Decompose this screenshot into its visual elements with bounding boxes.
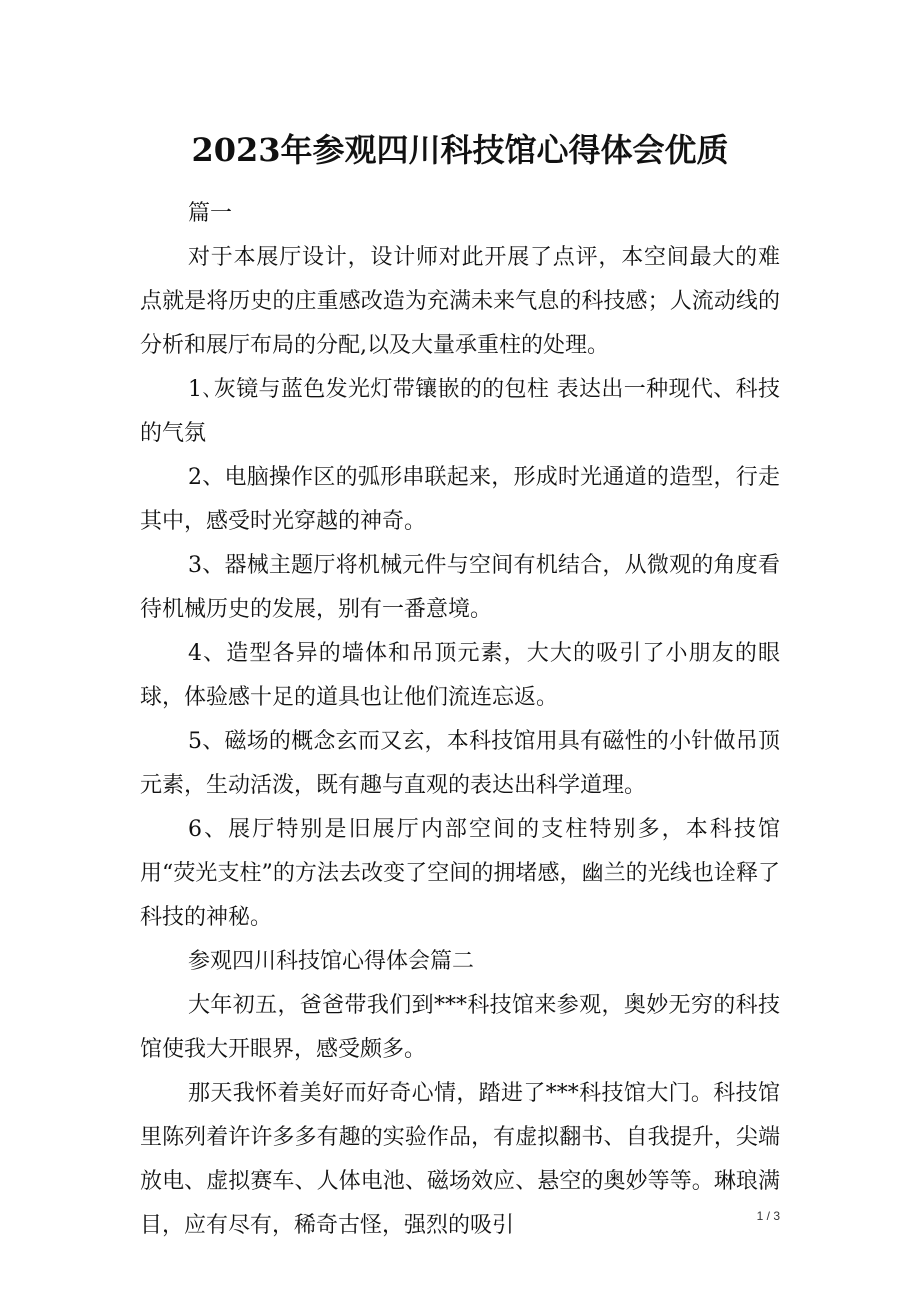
paragraph-item-4: 4、造型各异的墙体和吊顶元素，大大的吸引了小朋友的眼球，体验感十足的道具也让他们流连忘返。 (140, 641, 780, 710)
paragraph-item-2: 2、电脑操作区的弧形串联起来，形成时光通道的造型，行走其中，感受时光穿越的神奇。 (140, 465, 780, 534)
page-number: 1 / 3 (756, 1209, 780, 1223)
document-body (140, 192, 780, 1248)
section-heading-2: 参观四川科技馆心得体会篇二 (188, 949, 475, 974)
paragraph-item-3: 3、器械主题厅将机械元件与空间有机结合，从微观的角度看待机械历史的发展，别有一番意境。 (140, 553, 780, 622)
paragraph-visit-2: 那天我怀着美好而好奇心情，踏进了***科技馆大门。科技馆里陈列着许许多多有趣的实验作品，有虚拟翻书、自我提升，尖端放电、虚拟赛车、人体电池、磁场效应、悬空的奥妙等等。琳琅满目，应有尽有，稀奇古怪，强烈的吸引 (140, 1081, 780, 1238)
paragraph-item-1: 1､灰镜与蓝色发光灯带镶嵌的的包柱 表达出一种现代、科技的气氛 (140, 377, 780, 446)
paragraph-item-6: 6、展厅特别是旧展厅内部空间的支柱特别多，本科技馆用“荧光支柱”的方法去改变了空间的拥堵感，幽兰的光线也诠释了科技的神秘。 (140, 817, 780, 930)
paragraph-intro: 对于本展厅设计，设计师对此开展了点评，本空间最大的难点就是将历史的庄重感改造为充满未来气息的科技感；人流动线的分析和展厅布局的分配,以及大量承重柱的处理。 (140, 245, 780, 358)
paragraph-item-5: 5、磁场的概念玄而又玄，本科技馆用具有磁性的小针做吊顶元素，生动活泼，既有趣与直观的表达出科学道理。 (140, 729, 780, 798)
paragraph-visit-1: 大年初五，爸爸带我们到***科技馆来参观，奥妙无穷的科技馆使我大开眼界，感受颇多。 (140, 993, 780, 1062)
section-heading-1: 篇一 (188, 201, 233, 226)
document-title: 2023年参观四川科技馆心得体会优质 (191, 131, 729, 169)
